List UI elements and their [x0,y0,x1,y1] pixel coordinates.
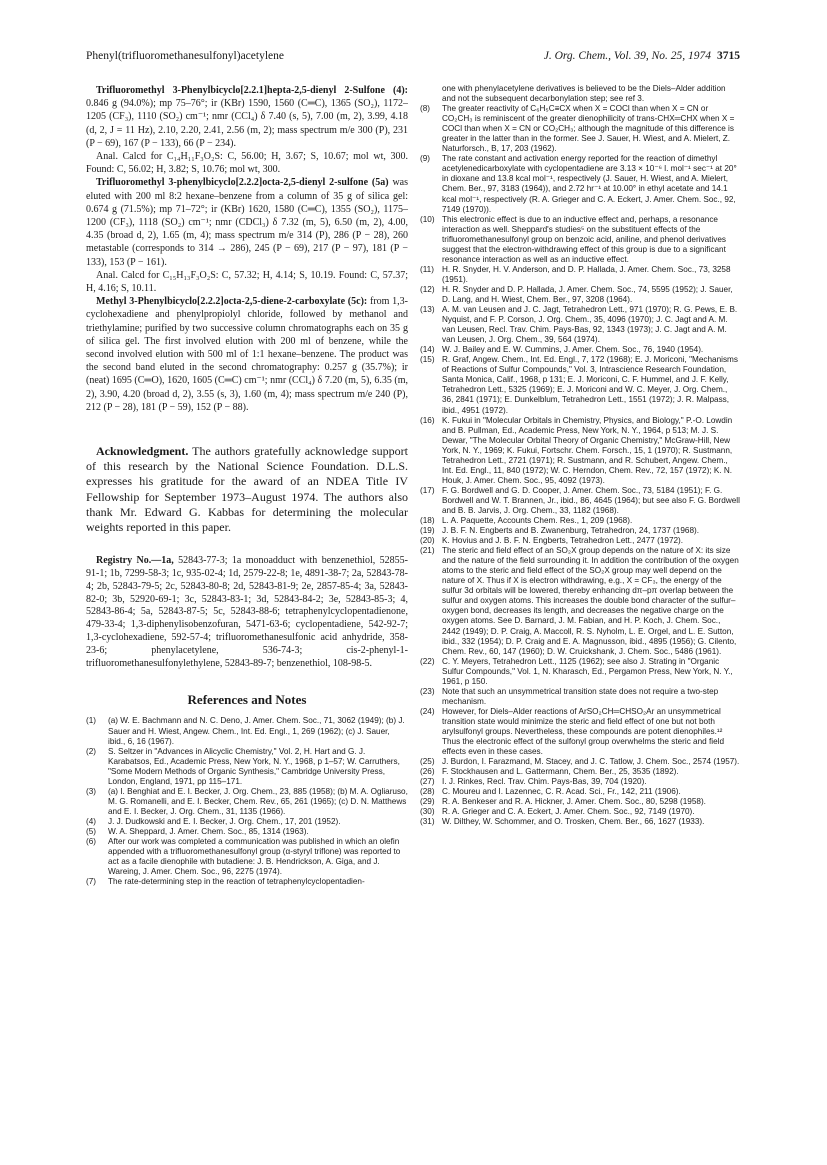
references-heading: References and Notes [187,692,307,708]
reference-text: H. R. Snyder, H. V. Anderson, and D. P. Hallada, J. Amer. Chem. Soc., 73, 3258 (1951). [442,264,731,284]
reference-item [420,215,740,265]
exp-paragraph [86,150,408,176]
reference-text: C. Y. Meyers, Tetrahedron Lett., 1125 (1962); see also J. Strating in "Organic Sulfur Compounds," Vol. 1, N. Kharasch, Ed., Pergamon Press, New York, N. Y., 1961, p 150. [442,656,733,686]
exp-paragraph [86,84,408,150]
reference-item [420,657,740,687]
ack-text: The authors gratefully acknowledge support of this research by the National Science Foundation. D.L.S. expresses his gratitude for the award of an NDEA Title IV Fellowship for September 1973–August 1974. The authors also thank Mr. Edward G. Kabbas for determining the molecular weights reported in this paper. [86,444,408,535]
reference-item [420,817,740,827]
reference-text: The rate constant and activation energy reported for the reaction of dimethyl acetylenedicarboxylate with cyclopentadiene are 3.13 × 10⁻⁶ l. mol⁻¹ sec⁻¹ at 20° in dioxane and 13.8 kcal mol⁻¹, respectively (J. Sauer, H. Wiest, and A. Mielert, Chem. Ber., 97, 3183 (1964)), and 2.72 hr⁻¹ at 10.00° in ethyl acetate and 14.1 kcal mol⁻¹, respectively (R. A. Grieger and C. A. Eckert, J. Amer. Chem. Soc., 92, 7149 (1970)). [442,154,737,214]
reference-text: However, for Diels–Alder reactions of ArSO₂CH═CHSO₂Ar an unsymmetrical transition state would minimize the steric and field effect of one but not both arylsulfonyl groups. Nevertheless, these compounds are potent dienophiles.¹² Thus the electronic effect of the sulfonyl group overwhelms the steric and field effects even in these cases. [442,706,725,757]
reference-item [420,154,740,214]
reference-item [420,807,740,817]
reference-number: (26) [420,767,435,777]
registry-text: 52843-77-3; 1a monoadduct with benzenethiol, 52855-91-1; 1b, 7299-58-3; 1c, 935-02-4; 1d, 2579-22-8; 1e, 4891-38-7; 2a, 52843-78-4; 2b, 52843-79-5; 2c, 52843-80-8; 2d, 52843-81-9; 2e, 2857-85-4; 3a, 52843-82-0; 3b, 52920-69-1; 3c, 52843-83-1; 3d, 52843-84-2; 3e, 52843-85-3; 4, 52843-86-4; 5a, 52843-87-5; 5c, 52843-88-6; tetraphenylcyclopentadienone, 479-33-4; 1,3-diphenylisobenzofuran, 5471-63-6; cyclopentadiene, 542-92-7; 1,3-cyclohexadiene, 592-57-4; trifluoromethanesulfonic acid anhydride, 358-23-6; phenylacetylene, 536-74-3; cis-2-phenyl-1-trifluoromethanesulfonylethylene, 52843-89-7; benzenethiol, 108-98-5. [86,555,408,669]
compound-title: Methyl 3-Phenylbicyclo[2.2.2]octa-2,5-diene-2-carboxylate (5c): [96,296,368,308]
reference-item [420,687,740,707]
reference-text: L. A. Paquette, Accounts Chem. Res., 1, 209 (1968). [442,516,633,526]
reference-number: (27) [420,777,435,787]
reference-number: (18) [420,516,435,526]
reference-item [420,516,740,526]
reference-number: (11) [420,264,434,274]
reference-text: (a) I. Benghiat and E. I. Becker, J. Org. Chem., 23, 885 (1958); (b) M. A. Ogliaruso, M. G. Romanelli, and E. I. Becker, Chem. Rev., 65, 261 (1965); (c) D. N. Matthews and E. I. Becker, J. Org. Chem., 31, 1135 (1966). [108,786,408,816]
exp-text: 0.846 g (94.0%); mp 75–76°; ir (KBr) 1590, 1560 (C═C), 1365 (SO₂), 1172–1205 (CF₃), 1110 (SO₂) cm⁻¹; nmr (CCl₄) δ 7.40 (s, 5), 7.00 (m, 2), 3.99, 4.18 (d, 2, J = 11 Hz), 2.10, 2.20, 2.41, 2.56 (m, 2); mass spectrum m/e 300 (P), 231 (P − 69), 167 (P − 133), 66 (P − 234). [86,98,408,149]
reference-text: The steric and field effect of an SO₂X group depends on the nature of X: its size and the nature of the field surrounding it. In addition the contribution of the oxygen atoms to the steric and field effect of the SO₂X group may well depend on the nature of X. Thus if X is electron withdrawing, e.g., X = CF₃, the energy of the sulfur 3d orbitals will be lowered, thereby enhancing dπ–pπ overlap between the sulfur and oxygen atoms. This increases the double bond character of the sulfur–oxygen bond, decreases its length, and decreases the negative charge on the oxygen atoms. See D. Barnard, J. M. Fabian, and H. P. Koch, J. Chem. Soc., 2442 (1949); D. P. Craig, A. Maccoll, R. S. Nyholm, L. E. Orgel, and L. E. Sutton, ibid., 332 (1954); D. P. Craig and E. A. Magnusson, ibid., 4895 (1956); G. Cilento, Chem. Rev., 60, 147 (1960); D. W. Cruickshank, J. Chem. Soc., 5486 (1961). [442,546,739,656]
reference-number: (20) [420,536,435,546]
exp-paragraph [86,295,408,414]
experimental-section [86,84,408,414]
reference-text: F. G. Bordwell and G. D. Cooper, J. Amer. Chem. Soc., 73, 5184 (1951); F. G. Bordwell and W. T. Brannen, Jr., ibid., 86, 4645 (1964); but see also F. G. Bordwell and B. B. Jarvis, J. Org. Chem., 33, 1182 (1968). [442,485,740,515]
reference-text: W. Dilthey, W. Schommer, and O. Trosken, Chem. Ber., 66, 1627 (1933). [442,817,705,827]
running-header [86,50,740,66]
reference-number: (24) [420,706,435,716]
exp-paragraph [86,269,408,295]
reference-item [420,787,740,797]
reference-number: (17) [420,485,435,495]
reference-item [420,345,740,355]
reference-number: (1) [86,716,97,726]
reference-text: H. R. Snyder and D. P. Hallada, J. Amer. Chem. Soc., 74, 5595 (1952); J. Sauer, D. Lang, and H. Wiest, Chem. Ber., 97, 3208 (1964). [442,284,733,304]
reference-item [420,285,740,305]
reference-text: S. Seltzer in "Advances in Alicyclic Chemistry," Vol. 2, H. Hart and G. J. Karabatsos, Ed., Academic Press, New York, N. Y., 1968, p 1–57; W. Carruthers, "Some Modern Methods of Organic Synthesis," Cambridge University Press, London, England, 1971, pp 115–171. [108,746,400,786]
reference-text: one with phenylacetylene derivatives is believed to be the Diels–Alder addition and not the subsequent decarbonylation step; see ref 3. [442,84,726,104]
page-number: 3715 [717,50,740,62]
reference-text: K. Fukui in "Molecular Orbitals in Chemistry, Physics, and Biology," P.-O. Lowdin and B. Pullman, Ed., Academic Press, New York, N. Y., 1964, p 513; M. J. S. Dewar, "The Molecular Orbital Theory of Organic Chemistry," McGraw-Hill, New York, N. Y., 1969; K. Fukui, Fortschr. Chem. Forsch., 15, 1 (1970); R. Sustmann, Tetrahedron Lett., 2721 (1971); R. Sustmann, and R. Schubert, Angew. Chem., Int. Ed. Engl., 11, 840 (1972); W. C. Herndon, Chem. Rev., 72, 157 (1972); K. N. Houk, J. Amer. Chem. Soc., 95, 4092 (1973). [442,415,733,485]
reference-number: (31) [420,817,435,827]
exp-paragraph [86,176,408,268]
anal-text: Anal. Calcd for C₁₄H₁₁F₃O₂S: C, 56.00; H, 3.67; S, 10.67; mol wt, 300. Found: C, 56.02; H, 3.82; S, 10.76; mol wt, 300. [86,151,408,176]
reference-item [420,104,740,154]
reference-item [420,797,740,807]
registry-numbers [86,555,408,670]
reference-number: (29) [420,797,435,807]
reference-number: (10) [420,214,435,224]
registry-title: Registry No.—1a, [96,555,174,567]
journal-name: J. Org. Chem., Vol. 39, No. 25, 1974 [543,50,711,62]
anal-text: Anal. Calcd for C₁₅H₁₃F₃O₂S: C, 57.32; H, 4.14; S, 10.19. Found: C, 57.37; H, 4.16; S, 10.11. [86,269,408,295]
reference-item [420,84,740,104]
reference-number: (2) [86,746,97,756]
reference-number: (21) [420,546,435,556]
reference-number [420,84,442,104]
reference-number: (12) [420,284,435,294]
reference-item [420,486,740,516]
reference-item [420,305,740,345]
reference-text: After our work was completed a communication was published in which an olefin appended with a trifluoromethanesulfonyl group (α-styryl triflone) was reported to act as a facile dienophile with butadiene: J. B. Hendrickson, A. Giga, and J. Wareing, J. Amer. Chem. Soc., 96, 2275 (1974). [108,837,401,877]
reference-item [420,416,740,486]
reference-number: (4) [86,816,97,826]
ack-title: Acknowledgment. [96,444,189,459]
reference-item [420,546,740,657]
acknowledgment [86,444,408,535]
compound-title: Trifluoromethyl 3-phenylbicyclo[2.2.2]octa-2,5-dienyl 2-sulfone (5a) [96,177,389,189]
reference-text: Note that such an unsymmetrical transition state does not require a two-step mechanism. [442,686,719,706]
reference-text: (a) W. E. Bachmann and N. C. Deno, J. Amer. Chem. Soc., 71, 3062 (1949); (b) J. Sauer and H. Wiest, Angew. Chem., Int. Ed. Engl., 1, 269 (1962); (c) J. Sauer, ibid., 6, 16 (1967). [108,716,405,746]
reference-item [420,767,740,777]
reference-number: (7) [86,877,97,887]
reference-number: (19) [420,526,435,536]
references-list-left [86,716,408,887]
reference-number: (30) [420,807,435,817]
reference-number: (3) [86,786,97,796]
reference-item [420,777,740,787]
compound-title: Trifluoromethyl 3-Phenylbicyclo[2.2.1]hepta-2,5-dienyl 2-Sulfone (4): [96,85,408,96]
reference-item [420,757,740,767]
reference-text: A. M. van Leusen and J. C. Jagt, Tetrahedron Lett., 971 (1970); R. G. Pews, E. B. Nyquist, and F. P. Corson, J. Org. Chem., 35, 4096 (1970); J. C. Jagt and A. M. van Leusen, Recl. Trav. Chim. Pays-Bas, 92, 1343 (1973); J. C. Jagt and A. M. van Leusen, J. Org. Chem., 39, 564 (1974). [442,305,738,345]
reference-text: C. Moureu and I. Lazennec, C. R. Acad. Sci., Fr., 142, 211 (1906). [442,787,681,797]
reference-item [420,265,740,285]
reference-number: (5) [86,826,97,836]
reference-text: J. Burdon, I. Farazmand, M. Stacey, and J. C. Tatlow, J. Chem. Soc., 2574 (1957). [442,757,740,767]
reference-text: The rate-determining step in the reaction of tetraphenylcyclopentadien- [108,877,365,887]
left-column [86,84,408,1084]
reference-item [86,716,408,746]
journal-citation [544,50,740,62]
reference-item [86,787,408,817]
reference-number: (15) [420,355,435,365]
reference-text: The greater reactivity of C₆H₅C≡CX when X = COCl than when X = CN or CO₂CH₃ is reminiscent of the greater dienophilicity of trans-CHX═CHX when X = COCl than when X = CN or CO₂CH₃; although the magnitude of this difference is greater in the latter than in the former. See J. Sauer, H. Wiest, and A. Mielert, Z. Naturforsch., B, 17, 203 (1962). [442,104,735,154]
reference-text: This electronic effect is due to an inductive effect and, perhaps, a resonance interaction as well. Sheppard's studies⁵ on the substituent effects of the trifluoromethanesulfonyl group on benzoic acid, aniline, and phenol derivatives suggest that the electron-withdrawing effect of this group is due to a significant resonance interaction as well as an inductive effect. [442,214,727,264]
reference-number: (23) [420,686,435,696]
reference-number: (28) [420,787,435,797]
reference-number: (8) [420,104,431,114]
reference-text: I. J. Rinkes, Recl. Trav. Chim. Pays-Bas, 39, 704 (1920). [442,777,647,787]
reference-text: F. Stockhausen and L. Gattermann, Chem. Ber., 25, 3535 (1892). [442,767,679,777]
reference-text: W. J. Bailey and E. W. Cummins, J. Amer. Chem. Soc., 76, 1940 (1954). [442,345,704,355]
reference-item [86,837,408,877]
reference-number: (14) [420,345,435,355]
reference-number: (16) [420,415,435,425]
reference-item [420,526,740,536]
reference-item [420,536,740,546]
reference-text: R. A. Grieger and C. A. Eckert, J. Amer. Chem. Soc., 92, 7149 (1970). [442,807,695,817]
exp-text: from 1,3-cyclohexadiene and phenylpropiolyl chloride, followed by methanol and triethylamine; purified by two successive column chromatographs each on 35 g of silica gel. The first involved elution with 200 ml of benzene, while the second involved elution with 500 ml of 1:1 hexane–benzene. The product was the second band eluted in the second chromatography: 0.257 g (35.7%); ir (neat) 1695 (C═O), 1620, 1605 (C═C) cm⁻¹; nmr (CCl₄) δ 7.20 (m, 5), 6.35 (m, 2), 3.90, 4.20 (broad d, 2), 3.55 (s, 3), 1.60 (m, 4); mass spectrum m/e 240 (P), 212 (P − 28), 181 (P − 59), 152 (P − 88). [86,296,408,413]
reference-item [86,827,408,837]
reference-number: (22) [420,656,435,666]
reference-item [420,707,740,757]
exp-text: was eluted with 200 ml 8:2 hexane–benzene from a column of 35 g of silica gel: 0.674 g (71.5%); mp 71–72°; ir (KBr) 1620, 1580 (C═C), 1355 (SO₂), 1175–1200 (CF₃), 1118 (SO₂) cm⁻¹; nmr (CDCl₃) δ 7.32 (m, 5), 6.50 (m, 2), 4.00, 4.35 (broad d, 2), 1.65 (m, 4); mass spectrum m/e 314 (P), 286 (P − 28), 260 metastable (corresponds to 314 → 286), 245 (P − 69), 217 (P − 97), 181 (P − 133), 153 (P − 161). [86,177,408,268]
reference-item [86,817,408,827]
reference-text: R. Graf, Angew. Chem., Int. Ed. Engl., 7, 172 (1968); E. J. Moriconi, "Mechanisms of Reactions of Sulfur Compounds," Vol. 3, Intrascience Research Foundation, Santa Monica, Calif., 1968, p 131; E. J. Moriconi, C. F. Hummel, and J. F. Kelly, Tetrahedron Lett., 5325 (1969); E. J. Moriconi and W. C. Meyer, J. Org. Chem., 36, 2841 (1971); E. Dunkelblum, Tetrahedron Lett., 1551 (1972); J. R. Malpass, ibid., 4951 (1972). [442,355,738,415]
reference-number: (25) [420,757,435,767]
reference-text: W. A. Sheppard, J. Amer. Chem. Soc., 85, 1314 (1963). [108,826,309,836]
reference-item [420,355,740,415]
reference-number: (13) [420,305,435,315]
reference-text: J. J. Dudkowski and E. I. Becker, J. Org. Chem., 17, 201 (1952). [108,816,341,826]
reference-text: K. Hovius and J. B. F. N. Engberts, Tetrahedron Lett., 2477 (1972). [442,536,684,546]
reference-text: R. A. Benkeser and R. A. Hickner, J. Amer. Chem. Soc., 80, 5298 (1958). [442,797,706,807]
references-list-right [420,84,740,827]
running-title: Phenyl(trifluoromethanesulfonyl)acetylene [86,50,284,62]
reference-number: (9) [420,154,431,164]
reference-item [86,877,408,887]
reference-text: J. B. F. N. Engberts and B. Zwanenburg, Tetrahedron, 24, 1737 (1968). [442,526,699,536]
reference-item [86,747,408,787]
right-column [420,84,740,1084]
reference-number: (6) [86,837,97,847]
